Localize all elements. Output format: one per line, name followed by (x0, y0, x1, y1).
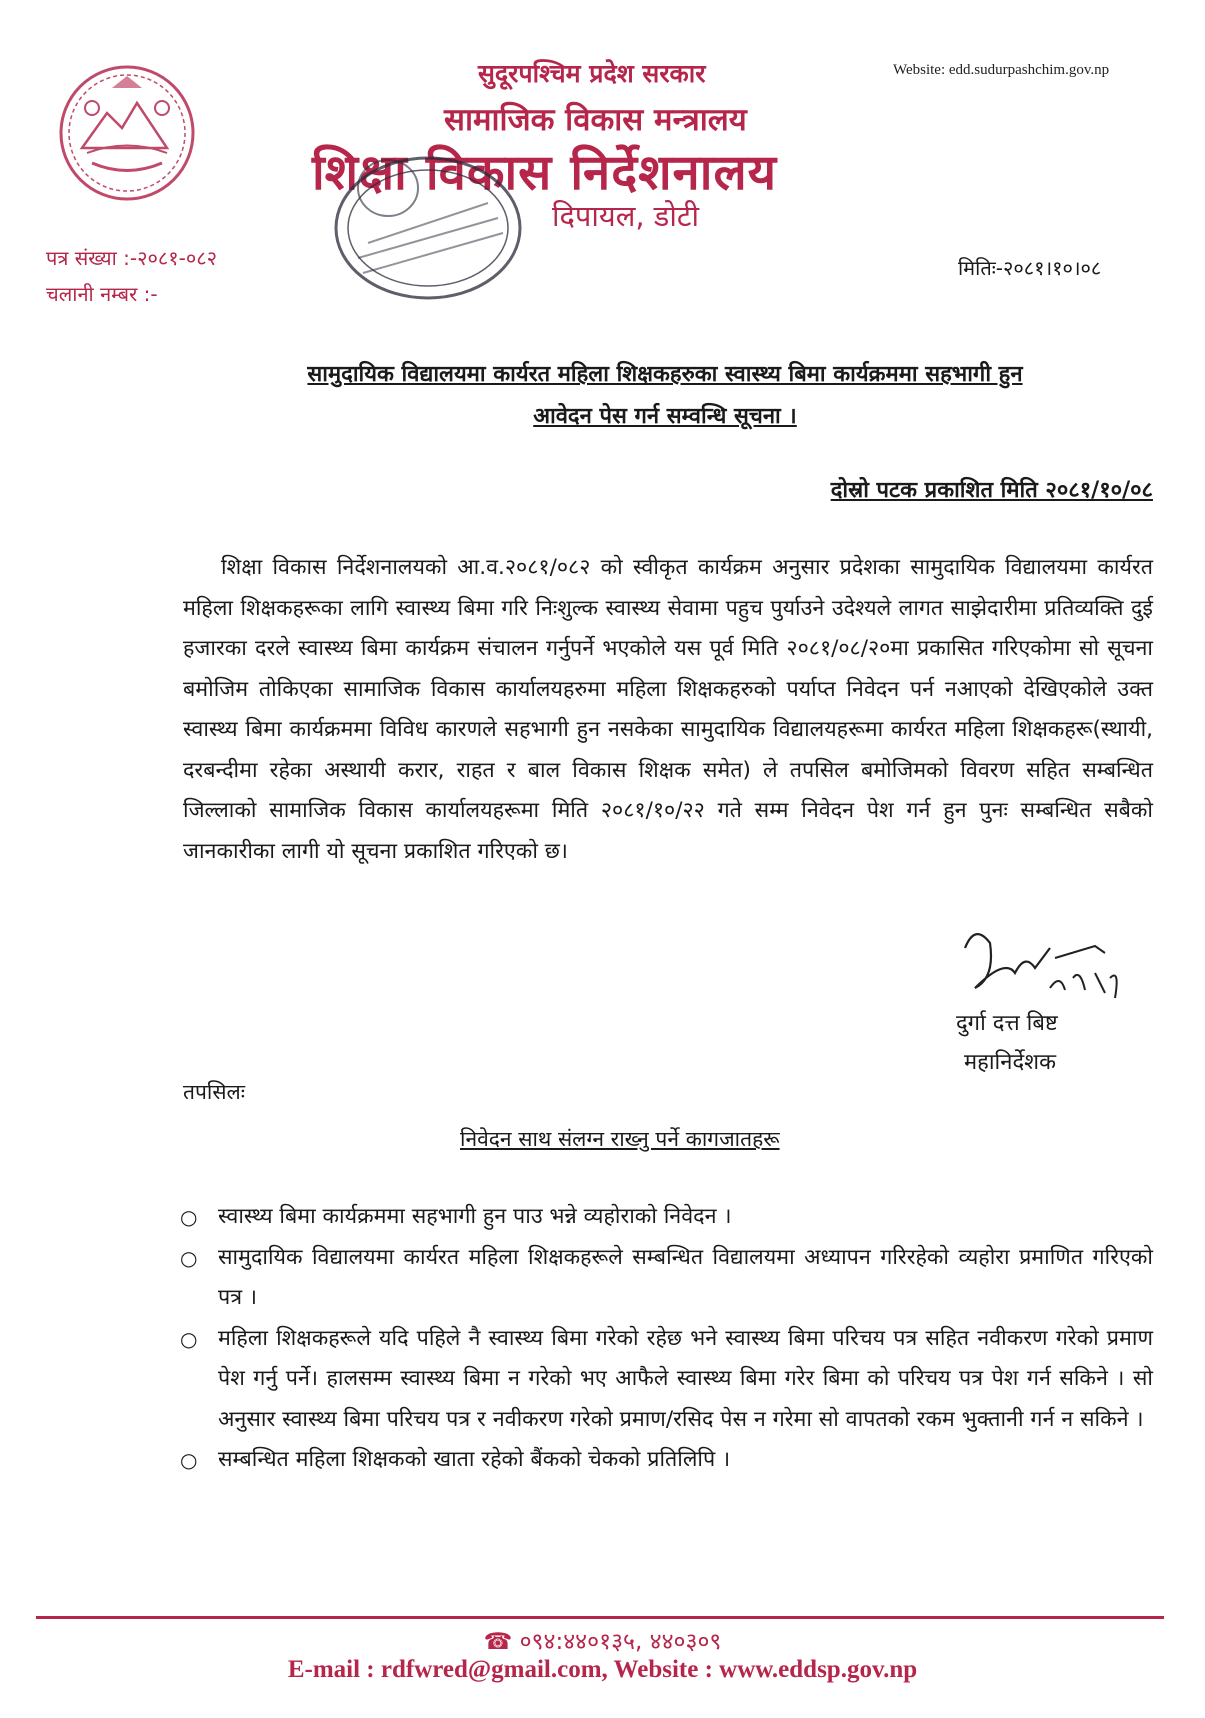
bullet-icon: ○ (180, 1448, 198, 1472)
requirements-list (178, 1197, 1153, 1481)
letter-date: मितिः-२०८१।१०।०८ (958, 256, 1102, 280)
bullet-icon: ○ (180, 1245, 198, 1270)
header-website: Website: edd.sudurpashchim.gov.np (893, 62, 1110, 78)
bullet-icon: ○ (180, 1326, 198, 1351)
signatory-name: दुर्गा दत्त बिष्ट (956, 1011, 1058, 1036)
notice-subject (190, 354, 1140, 438)
documents-heading: निवेदन साथ संलग्न राख्नु पर्ने कागजातहरू (460, 1127, 780, 1151)
annex-label: तपसिलः (183, 1080, 246, 1104)
list-item (178, 1238, 1153, 1319)
office-address: दिपायल, डोटी (552, 199, 699, 233)
telephone-icon: ☎ (483, 1629, 513, 1655)
office-stamp (328, 148, 528, 308)
footer-phone (0, 1624, 1205, 1656)
notice-body: शिक्षा विकास निर्देशनालयको आ.व.२०८१/०८२ को स्वीकृत कार्यक्रम अनुसार प्रदेशका सामुदायिक विद्यालयमा कार्यरत महिला शिक्षकहरूका लागि स्वास्थ्य बिमा गरि निःशुल्क स्वास्थ्य सेवामा पहुच पुर्याउने उदेश्यले लागत साझेदारीमा प्रतिव्यक्ति दुई हजारका दरले स्वास्थ्य बिमा कार्यक्रम संचालन गर्नुपर्ने भएकोले यस पूर्व मिति २०८१/०८/२०मा प्रकासित गरिएकोमा सो सूचना बमोजिम तोकिएका सामाजिक विकास कार्यालयहरुमा महिला शिक्षकहरुको पर्याप्त निवेदन पर्न नआएको देखिएकोले उक्त स्वास्थ्य बिमा कार्यक्रममा विविध कारणले सहभागी हुन नसकेका सामुदायिक विद्यालयहरूमा कार्यरत महिला शिक्षकहरू(स्थायी, दरबन्दीमा रहेका अस्थायी करार, राहत र बाल विकास शिक्षक समेत) ले तपसिल बमोजिमको विवरण सहित सम्बन्धित जिल्लाको सामाजिक विकास कार्यालयहरूमा मिति २०८१/१०/२२ गते सम्म निवेदन पेश गर्न हुन पुनः सम्बन्धित सबैको जानकारीका लागी यो सूचना प्रकाशित गरिएको छ। (183, 555, 1153, 864)
signatory-title: महानिर्देशक (964, 1050, 1056, 1075)
directorate-name: शिक्षा विकास निर्देशनालय (312, 144, 778, 201)
subject-line-1: सामुदायिक विद्यालयमा कार्यरत महिला शिक्षकहरुका स्वास्थ्य बिमा कार्यक्रममा सहभागी हुन (307, 362, 1023, 387)
phone-numbers: ०९४:४४०१३५, ४४०३०९ (519, 1629, 722, 1655)
dispatch-number: चलानी नम्बर :- (46, 282, 158, 306)
bullet-icon: ○ (180, 1205, 198, 1229)
list-item-text: स्वास्थ्य बिमा कार्यक्रममा सहभागी हुन पाउ भन्ने व्यहोराको निवेदन । (218, 1204, 732, 1229)
letter-number: पत्र संख्या :-२०८१-०८२ (46, 246, 218, 270)
list-item (178, 1440, 1153, 1481)
footer-divider (36, 1616, 1164, 1619)
nepal-emblem-icon (52, 58, 202, 208)
list-item (178, 1319, 1153, 1441)
ministry-name: सामाजिक विकास मन्त्रालय (444, 102, 747, 138)
province-name: सुदूरपश्चिम प्रदेश सरकार (478, 59, 706, 88)
list-item-text: सामुदायिक विद्यालयमा कार्यरत महिला शिक्षकहरूले सम्बन्धित विद्यालयमा अध्यापन गरिरहेको व्यहोरा प्रमाणित गरिएको पत्र । (218, 1244, 1153, 1310)
list-item-text: महिला शिक्षकहरूले यदि पहिले नै स्वास्थ्य बिमा गरेको रहेछ भने स्वास्थ्य बिमा परिचय पत्र सहित नवीकरण गरेको प्रमाण पेश गर्नु पर्ने। हालसम्म स्वास्थ्य बिमा न गरेको भए आफैले स्वास्थ्य बिमा गरेर बिमा को परिचय पत्र पेश गर्न सकिने । सो अनुसार स्वास्थ्य बिमा परिचय पत्र र नवीकरण गरेको प्रमाण/रसिद पेस न गरेमा सो वापतको रकम भुक्तानी गर्न न सकिने । (218, 1325, 1153, 1432)
subject-line-2: आवेदन पेस गर्न सम्वन्धि सूचना । (533, 404, 797, 429)
handwritten-signature (955, 918, 1125, 1008)
footer-contact: E-mail : rdfwred@gmail.com, Website : www.eddsp.gov.np (287, 1656, 918, 1683)
list-item-text: सम्बन्धित महिला शिक्षकको खाता रहेको बैंकको चेकको प्रतिलिपि । (218, 1447, 731, 1472)
list-item (178, 1197, 1153, 1238)
republished-date: दोस्रो पटक प्रकाशित मिति २०८१/१०/०८ (830, 478, 1153, 503)
